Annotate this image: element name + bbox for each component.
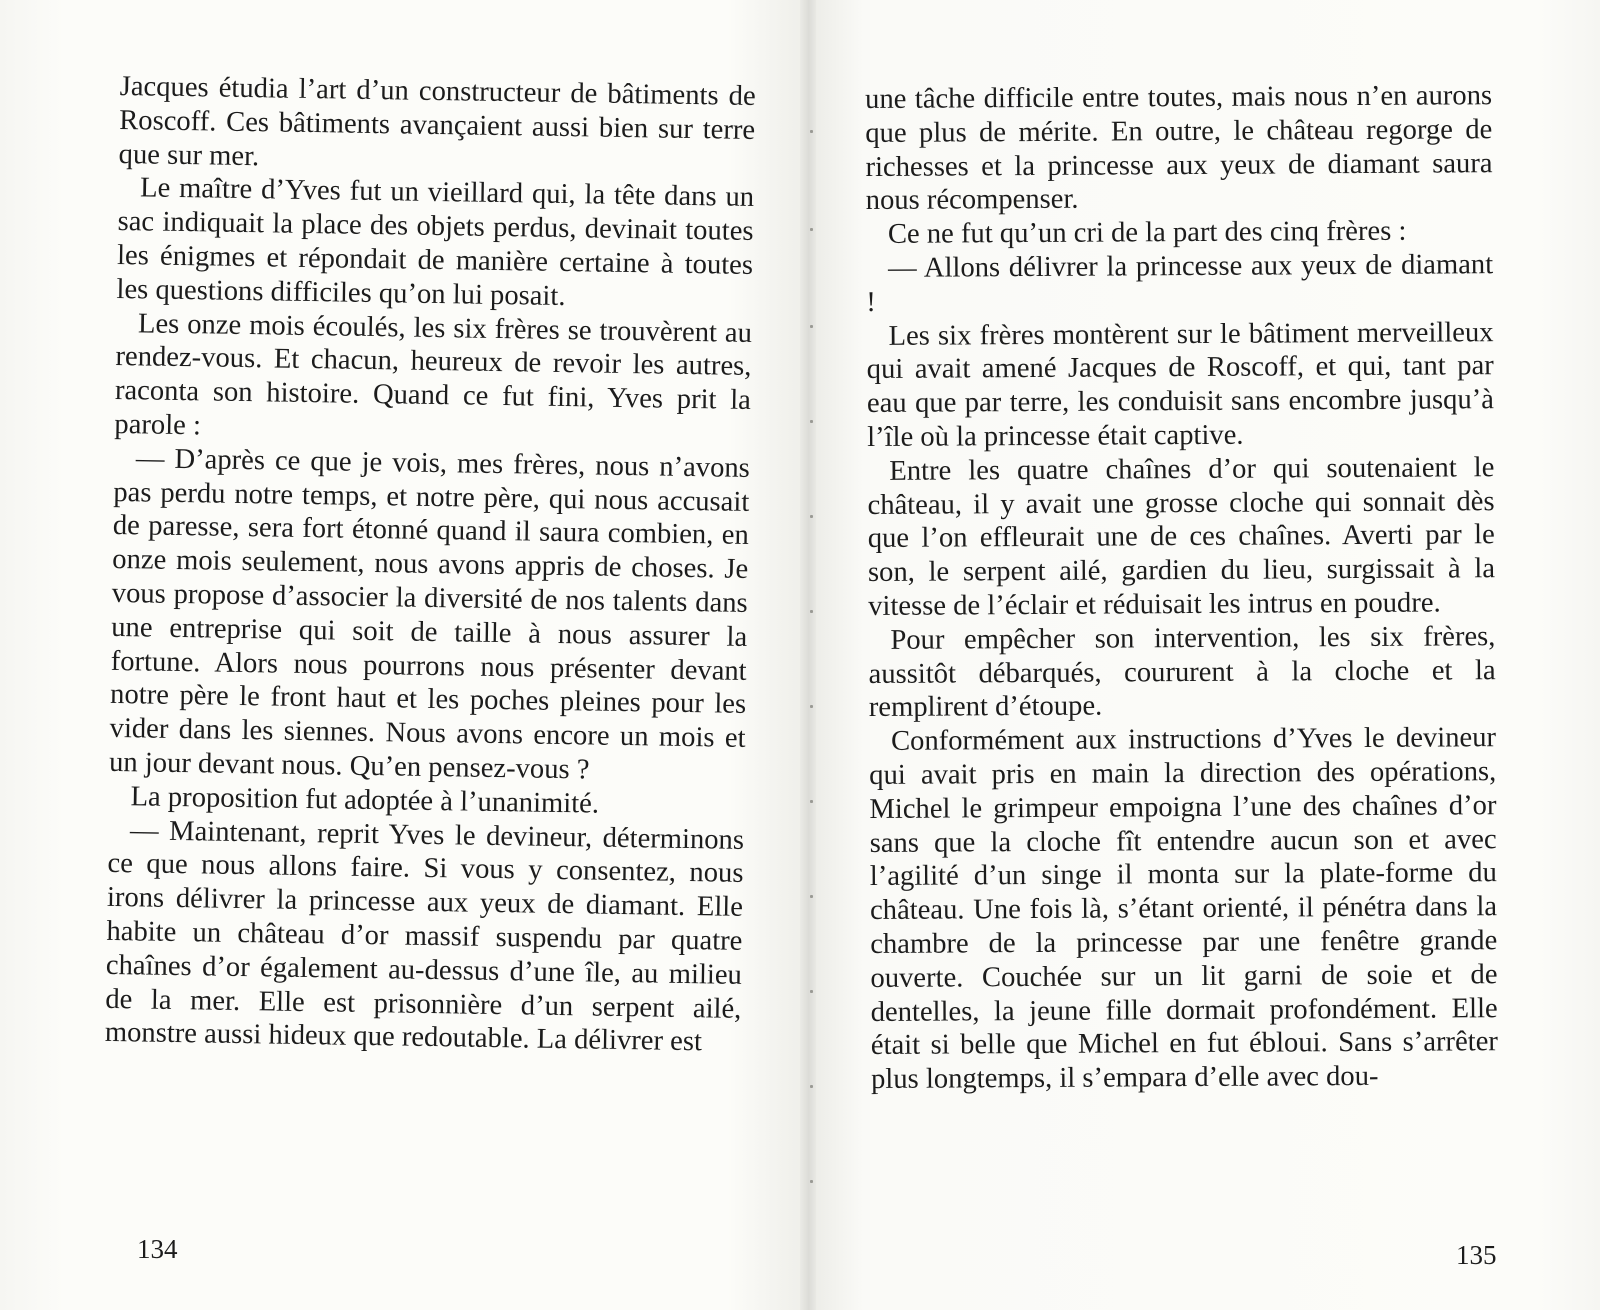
binding-mark [810,1180,813,1183]
binding-mark [810,1085,813,1088]
paragraph: Jacques étudia l’art d’un constructeur de bâtiments de Roscoff. Ces bâtiments avançaient aussi bien sur terre que sur mer. [118,70,756,172]
right-page-text [865,79,1498,1097]
paragraph: — D’après ce que je vois, mes frères, nous n’avons pas perdu notre temps, et notre père, qui nous accusait de paresse, sera fort étonné quand il saura combien, en onze mois seulement, nous avons appris de choses. Je vous propose d’associer la diversité de nos talents dans une entreprise qui soit de taille à nous assurer la fortune. Alors nous pourrons nous présenter devant notre père le front haut et les poches pleines pour les vider dans les siennes. Nous avons encore un mois et un jour devant nous. Qu’en pensez-vous ? [108,443,751,786]
paragraph: La proposition fut adoptée à l’unanimité. [130,780,600,820]
paragraph: Les six frères montèrent sur le bâtiment merveilleux qui avait amené Jacques de Roscoff, et qui, tant par eau que par terre, les conduisit sans encombre jusqu’à l’île où la princesse était captive. [866,316,1495,453]
paragraph: — Maintenant, reprit Yves le devineur, déterminons ce que nous allons faire. Si vous y consentez, nous irons délivrer la princesse aux yeux de diamant. Elle habite un château d’or massif suspendu par quatre chaînes d’or également au-dessus d’une île, au milieu de la mer. Elle est prisonnière d’un serpent ailé, monstre aussi hideux que redoutable. La délivrer est [104,814,745,1058]
paragraph: Ce ne fut qu’un cri de la part des cinq frères : [887,215,1407,251]
binding-mark [810,610,813,613]
binding-mark [810,990,813,993]
binding-mark [810,325,813,328]
right-page [808,0,1600,1310]
binding-mark [810,228,813,231]
paragraph: Le maître d’Yves fut un vieillard qui, la tête dans un sac indiquait la place des objets perdus, devinait toutes les énigmes et répondait de manière certaine à toutes les questions difficiles qu’on lui posait. [116,172,755,312]
binding-mark [810,705,813,708]
page-number-left: 134 [137,1234,178,1264]
paragraph: Entre les quatre chaînes d’or qui soutenaient le château, il y avait une grosse cloche qui sonnait dès que l’on effleurait une de ces chaînes. Averti par le son, le serpent ailé, gardien du lieu, surgissait à la vitesse de l’éclair et réduisait les intrus en poudre. [867,451,1496,622]
page-number-right: 135 [1456,1240,1497,1270]
binding-mark [810,895,813,898]
binding-mark [810,800,813,803]
binding-mark [810,130,813,133]
paragraph: une tâche difficile entre toutes, mais nous n’en aurons que plus de mérite. En outre, le château regorge de richesses et la princesse aux yeux de diamant saura nous récompenser. [865,80,1493,217]
paragraph: Les onze mois écoulés, les six frères se trouvèrent au rendez-vous. Et chacun, heureux de revoir les autres, raconta son histoire. Quand ce fut fini, Yves prit la parole : [114,307,753,442]
paragraph: — Allons délivrer la princesse aux yeux de diamant ! [866,249,1494,318]
paragraph: Conformément aux instructions d’Yves le devineur qui avait pris en main la direction des opérations, Michel le grimpeur empoigna l’une des chaînes d’or sans que la cloche fît entendre aucun son et avec l’agilité d’un singe il monta sur la plate-forme du château. Une fois là, s’étant orienté, il pénétra dans la chambre de la princesse par une fenêtre grande ouverte. Couchée sur un lit garni de soie et de dentelles, la jeune fille dormait profondément. Elle était si belle que Michel en fut ébloui. Sans s’arrêter plus longtemps, il s’empara d’elle avec dou- [869,722,1498,1096]
binding-mark [810,515,813,518]
book-gutter [800,0,816,1310]
binding-mark [810,420,813,423]
left-page-text [105,70,756,1060]
paragraph: Pour empêcher son intervention, les six frères, aussitôt débarqués, coururent à la cloche et la remplirent d’étoupe. [868,620,1496,724]
